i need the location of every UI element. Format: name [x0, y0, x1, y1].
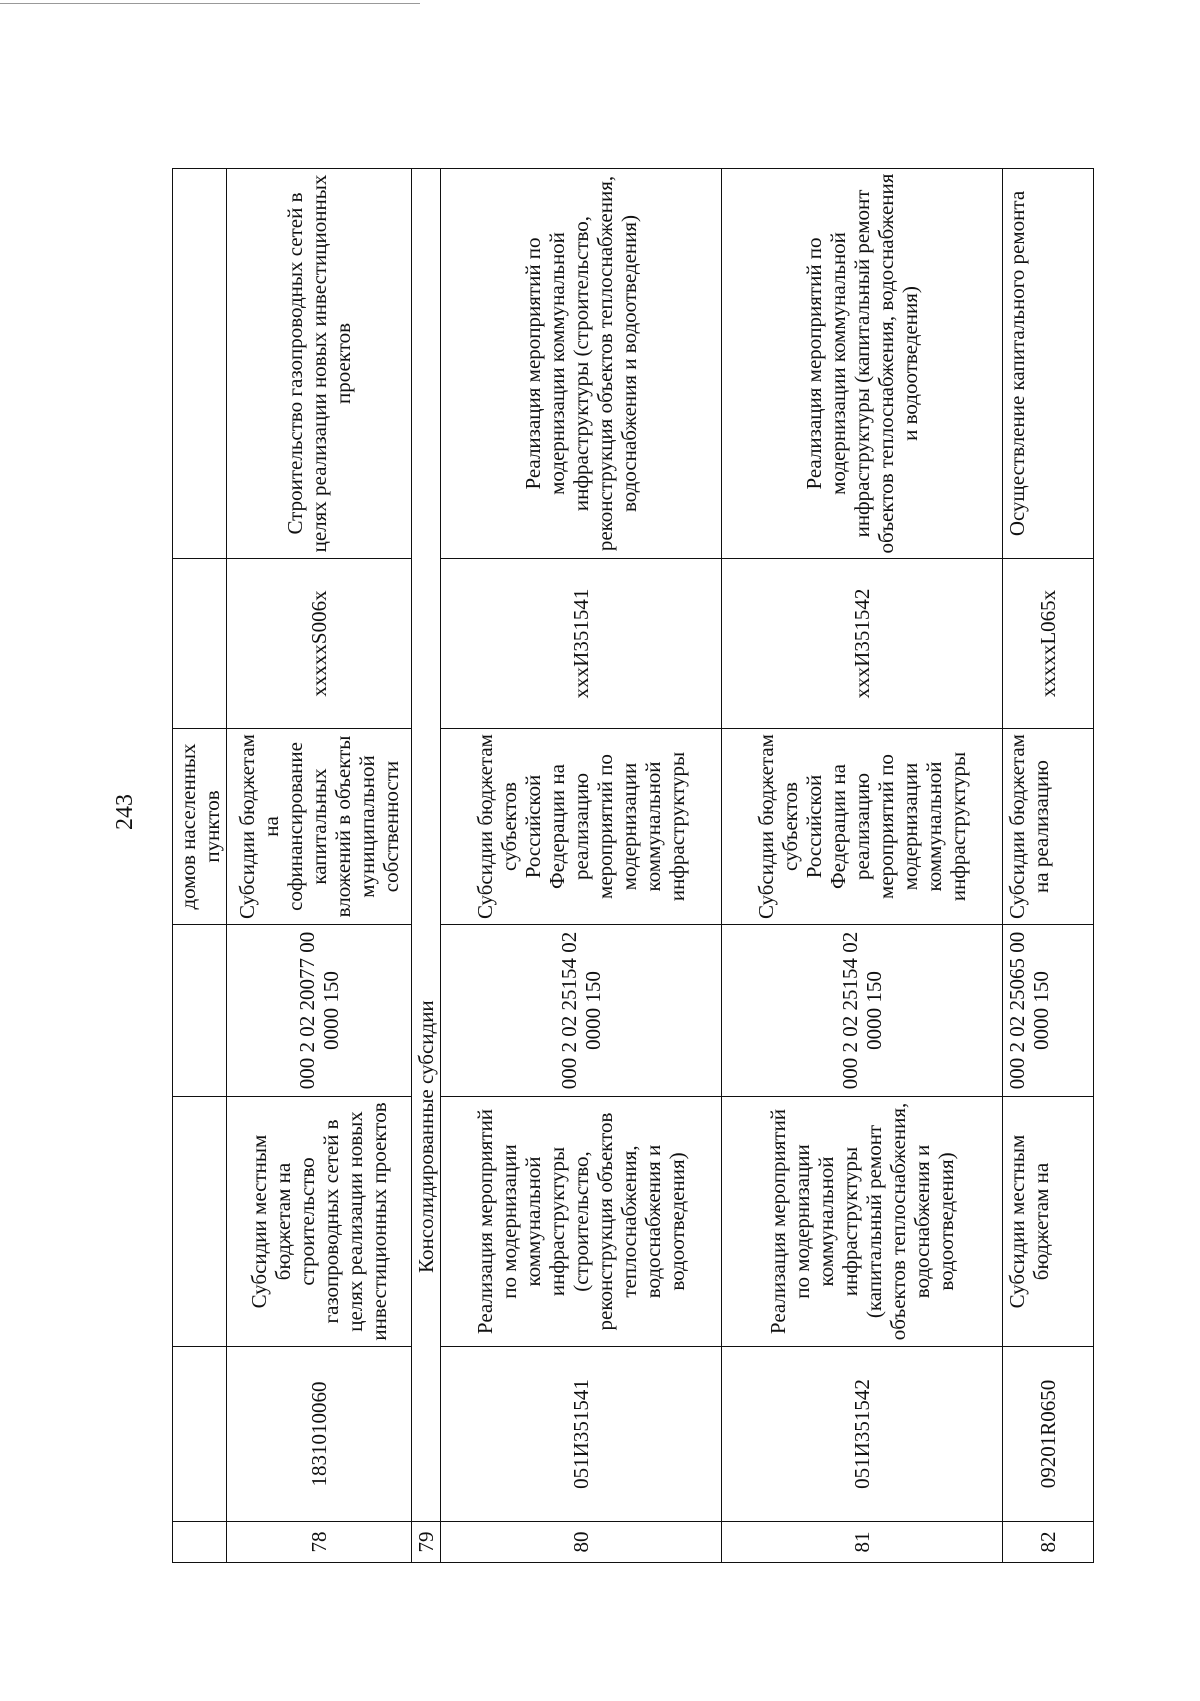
cell-code: 051И351541: [441, 1347, 722, 1522]
cell-name: [173, 1097, 227, 1347]
cell-no: 80: [441, 1522, 722, 1563]
cell-no: [173, 1522, 227, 1563]
cell-purpose: Строительство газопроводных сетей в целях реализации новых инвестиционных проектов: [227, 169, 412, 559]
cell-code: [173, 1347, 227, 1522]
cell-no: 82: [1003, 1522, 1094, 1563]
subsidy-table: [172, 168, 1094, 1563]
cell-purpose: [173, 169, 227, 559]
cell-code: 1831010060: [227, 1347, 412, 1522]
table-row: [722, 169, 1003, 1563]
scan-edge-line: [0, 3, 420, 4]
cell-purpose: Реализация мероприятий по модернизации коммунальной инфраструктуры (капитальный ремонт объектов теплоснабжения, водоснабжения и водоотведения): [722, 169, 1003, 559]
table-row-section: [412, 169, 441, 1563]
cell-subsidy: домов населенных пунктов: [173, 729, 227, 925]
cell-code: 051И351542: [722, 1347, 1003, 1522]
table-row-continued: [173, 169, 227, 1563]
cell-name: Субсидии местным бюджетам на строительство газопроводных сетей в целях реализации новых инвестиционных проектов: [227, 1097, 412, 1347]
cell-kbk: 000 2 02 25154 02 0000 150: [722, 925, 1003, 1097]
cell-kbk: 000 2 02 25154 02 0000 150: [441, 925, 722, 1097]
cell-name: Реализация мероприятий по модернизации коммунальной инфраструктуры (капитальный ремонт объектов теплоснабжения, водоснабжения и водоотведения): [722, 1097, 1003, 1347]
cell-code2: xxxИ351541: [441, 559, 722, 729]
cell-name: Реализация мероприятий по модернизации коммунальной инфраструктуры (строительство, реконструкция объектов теплоснабжения, водоснабжения и водоотведения): [441, 1097, 722, 1347]
cell-no: 81: [722, 1522, 1003, 1563]
cell-kbk: [173, 925, 227, 1097]
cell-subsidy: Субсидии бюджетам на реализацию: [1003, 729, 1094, 925]
table-row: [227, 169, 412, 1563]
cell-purpose: Осуществление капитального ремонта: [1003, 169, 1094, 559]
cell-code2: xxxxxL065x: [1003, 559, 1094, 729]
cell-code2: xxxxxS006x: [227, 559, 412, 729]
section-title: Консолидированные субсидии: [412, 169, 441, 1522]
table-row: [1003, 169, 1094, 1563]
cell-purpose: Реализация мероприятий по модернизации коммунальной инфраструктуры (строительство, реконструкция объектов теплоснабжения, водоснабжения и водоотведения): [441, 169, 722, 559]
table-row: [441, 169, 722, 1563]
cell-code2: [173, 559, 227, 729]
cell-no: 78: [227, 1522, 412, 1563]
cell-subsidy: Субсидии бюджетам на софинансирование капитальных вложений в объекты муниципальной собственности: [227, 729, 412, 925]
cell-kbk: 000 2 02 20077 00 0000 150: [227, 925, 412, 1097]
cell-code: 09201R0650: [1003, 1347, 1094, 1522]
cell-subsidy: Субсидии бюджетам субъектов Российской Федерации на реализацию мероприятий по модернизации коммунальной инфраструктуры: [441, 729, 722, 925]
rotated-table-wrapper: [172, 169, 1092, 1563]
cell-no: 79: [412, 1522, 441, 1563]
cell-kbk: 000 2 02 25065 00 0000 150: [1003, 925, 1094, 1097]
page-number: 243: [112, 794, 138, 830]
cell-code2: xxxИ351542: [722, 559, 1003, 729]
cell-subsidy: Субсидии бюджетам субъектов Российской Федерации на реализацию мероприятий по модернизации коммунальной инфраструктуры: [722, 729, 1003, 925]
cell-name: Субсидии местным бюджетам на: [1003, 1097, 1094, 1347]
